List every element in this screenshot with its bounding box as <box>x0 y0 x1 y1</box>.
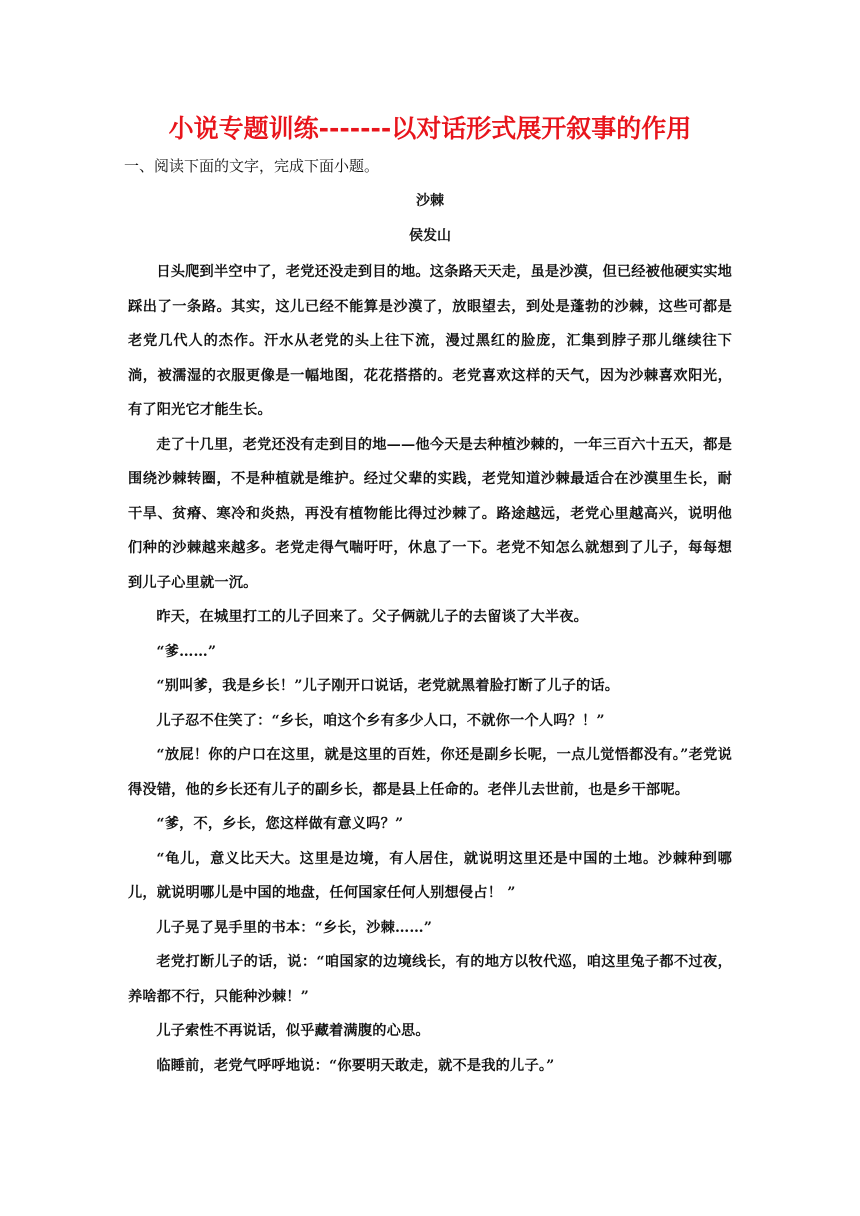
paragraph: 日头爬到半空中了，老党还没走到目的地。这条路天天走，虽是沙漠，但已经被他硬实实地踩出了一条路。其实，这儿已经不能算是沙漠了，放眼望去，到处是蓬勃的沙棘，这些可都是老党几代人的杰作。汗水从老党的头上往下流，漫过黑红的脸庞，汇集到脖子那儿继续往下淌，被濡湿的衣服更像是一幅地图，花花搭搭的。老党喜欢这样的天气，因为沙棘喜欢阳光，有了阳光它才能生长。 <box>128 264 732 418</box>
paragraph: “别叫爹，我是乡长！”儿子刚开口说话，老党就黑着脸打断了儿子的话。 <box>156 678 620 694</box>
paragraph: “爹……” <box>156 643 217 660</box>
story-title: 沙棘 <box>416 193 444 209</box>
paragraph: 儿子索性不再说话，似乎藏着满腹的心思。 <box>156 1023 430 1039</box>
paragraph: 走了十几里，老党还没有走到目的地——他今天是去种植沙棘的，一年三百六十五天，都是围绕沙棘转圈，不是种植就是维护。经过父辈的实践，老党知道沙棘最适合在沙漠里生长，耐干旱、贫瘠、寒冷和炎热，再没有植物能比得过沙棘了。路途越远，老党心里越高兴，说明他们种的沙棘越来越多。老党走得气喘吁吁，休息了一下。老党不知怎么就想到了儿子，每每想到儿子心里就一沉。 <box>128 436 732 591</box>
paragraph: 昨天，在城里打工的儿子回来了。父子俩就儿子的去留谈了大半夜。 <box>156 609 589 625</box>
document-title: 小说专题训练-------以对话形式展开叙事的作用 <box>168 114 692 143</box>
story-author: 侯发山 <box>409 228 451 244</box>
paragraph: “龟儿，意义比天大。这里是边境，有人居住，就说明这里还是中国的土地。沙棘种到哪儿，就说明哪儿是中国的地盘，任何国家任何人别想侵占！ ” <box>128 850 732 901</box>
paragraph: 儿子晃了晃手里的书本：“乡长，沙棘……” <box>156 919 433 936</box>
paragraph: 临睡前，老党气呼呼地说：“你要明天敢走，就不是我的儿子。” <box>156 1057 555 1074</box>
section-heading: 一、阅读下面的文字，完成下面小题。 <box>124 157 380 175</box>
paragraph: “爹，不，乡长，您这样做有意义吗？” <box>156 816 404 832</box>
paragraph: “放屁！你的户口在这里，就是这里的百姓，你还是副乡长呢，一点儿觉悟都没有。”老党说得没错，他的乡长还有儿子的副乡长，都是县上任命的。老伴儿去世前，也是乡干部呢。 <box>128 747 732 798</box>
story-body <box>128 255 732 1083</box>
paragraph: 儿子忍不住笑了：“乡长，咱这个乡有多少人口，不就你一个人吗？！” <box>156 712 605 729</box>
paragraph: 老党打断儿子的话，说：“咱国家的边境线长，有的地方以牧代巡，咱这里兔子都不过夜，养啥都不行，只能种沙棘！” <box>128 954 732 1005</box>
